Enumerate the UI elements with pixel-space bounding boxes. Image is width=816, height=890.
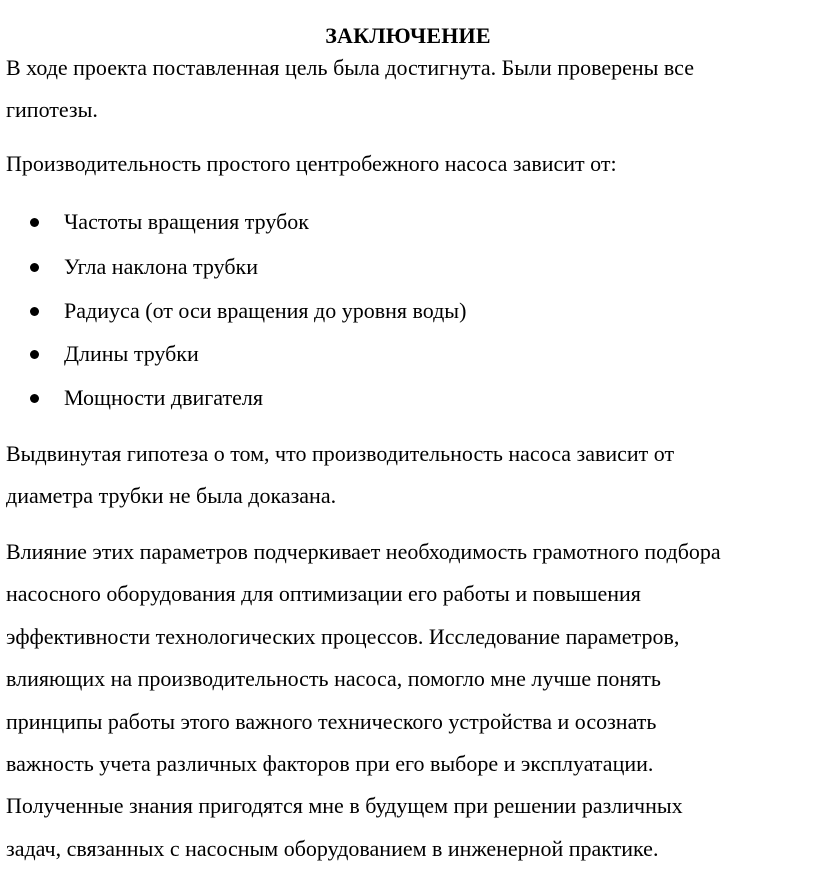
conclusion-line-6: важность учета различных факторов при его выборе и эксплуатации. [6,751,654,776]
bullet-icon [30,394,39,403]
factor-text: Радиуса (от оси вращения до уровня воды) [64,298,467,323]
bullet-icon [30,263,39,272]
factor-text: Мощности двигателя [64,385,263,410]
factor-text: Длины трубки [64,341,199,366]
intro-line-1: В ходе проекта поставленная цель была достигнута. Были проверены все [6,55,694,80]
conclusion-line-5: принципы работы этого важного технического устройства и осознать [6,709,657,734]
bullet-icon [30,307,39,316]
conclusion-line-8: задач, связанных с насосным оборудованием в инженерной практике. [6,836,659,861]
bullet-icon [30,218,39,227]
hypothesis-line-2: диаметра трубки не была доказана. [6,483,337,508]
bullet-icon [30,350,39,359]
conclusion-line-7: Полученные знания пригодятся мне в будущем при решении различных [6,793,683,818]
conclusion-line-2: насосного оборудования для оптимизации его работы и повышения [6,581,641,606]
conclusion-line-3: эффективности технологических процессов. Исследование параметров, [6,624,680,649]
hypothesis-line-1: Выдвинутая гипотеза о том, что производительность насоса зависит от [6,441,675,466]
factors-heading: Производительность простого центробежного насоса зависит от: [6,151,617,176]
factor-text: Угла наклона трубки [64,254,258,279]
document-title: ЗАКЛЮЧЕНИЕ [325,23,491,48]
conclusion-line-4: влияющих на производительность насоса, помогло мне лучше понять [6,666,661,691]
intro-line-2: гипотезы. [6,97,98,122]
conclusion-line-1: Влияние этих параметров подчеркивает необходимость грамотного подбора [6,539,721,564]
factor-text: Частоты вращения трубок [64,209,309,234]
